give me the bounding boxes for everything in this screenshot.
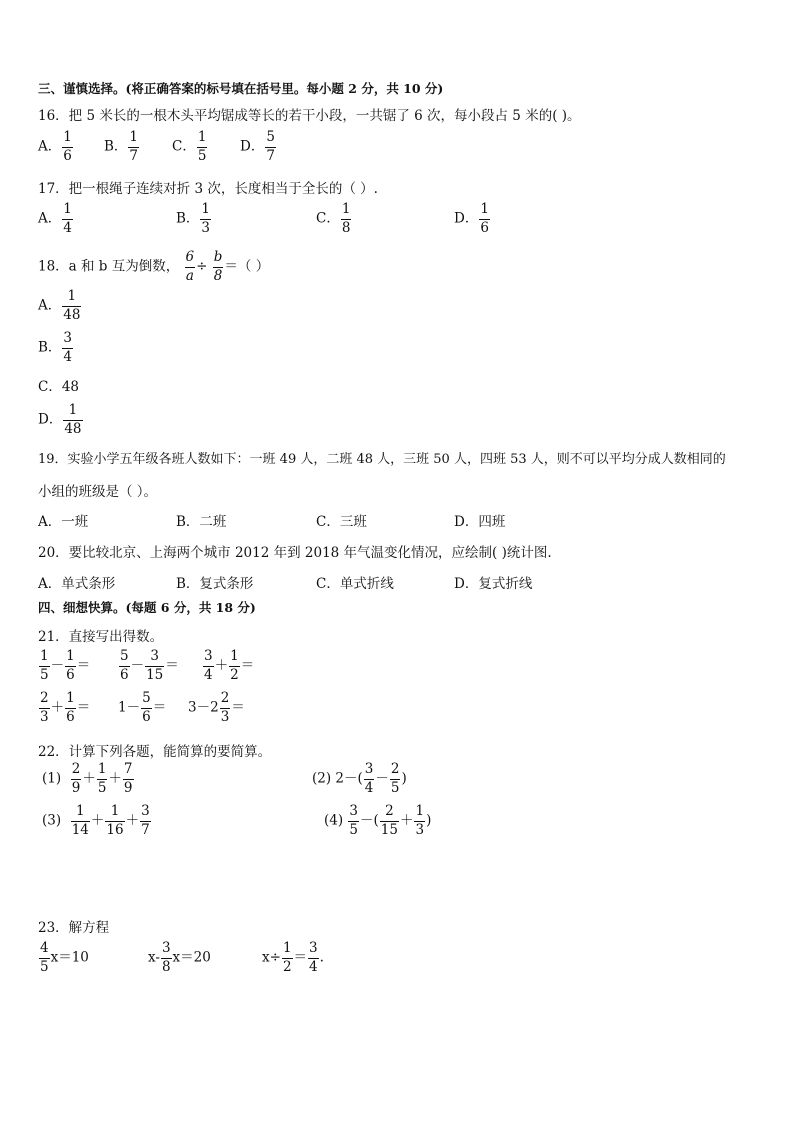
option-a[interactable]: A． $\frac{1}{48}$ <box>38 288 81 323</box>
q23-equation-2: x- $\frac{3}{8}$ x＝20 <box>148 940 211 975</box>
option-a[interactable]: A．单式条形 <box>38 576 116 592</box>
q23-equation-3: x÷ $\frac{1}{2}$ ＝ $\frac{3}{4}$ . <box>262 940 324 975</box>
q21-expression-5: 1－ $\frac{5}{6}$ ＝ <box>118 690 167 725</box>
option-d[interactable]: D． $\frac{5}{7}$ <box>240 129 275 164</box>
question-23-stem: 23．解方程 <box>38 920 110 936</box>
question-19-options <box>38 510 505 530</box>
option-d[interactable]: D．复式折线 <box>454 576 533 592</box>
section-4-title: 四、细想快算。(每题 6 分，共 18 分) <box>38 600 256 615</box>
question-19-line-2: 小组的班级是（ ）。 <box>38 484 158 500</box>
question-21-stem: 21．直接写出得数。 <box>38 629 164 645</box>
q22-problem-1: (1) $\frac{2}{9}$ ＋ $\frac{1}{5}$ ＋ $\frac{7}{9}$ <box>42 761 133 796</box>
option-b[interactable]: B． $\frac{1}{3}$ <box>176 201 211 236</box>
option-a[interactable]: A． $\frac{1}{4}$ <box>38 201 72 236</box>
section-3-title: 三、谨慎选择。(将正确答案的标号填在括号里。每小题 2 分，共 10 分) <box>38 81 444 96</box>
option-d[interactable]: D． $\frac{1}{6}$ <box>454 201 489 236</box>
question-17-options <box>38 203 491 235</box>
q21-expression-4: $\frac{2}{3}$ ＋ $\frac{1}{6}$ ＝ <box>40 690 91 725</box>
question-20-options <box>38 572 532 592</box>
q22-problem-2: (2) 2－( $\frac{3}{4}$ － $\frac{2}{5}$ ) <box>312 761 407 796</box>
question-18-text: 18．a 和 b 互为倒数， <box>38 258 180 275</box>
option-c[interactable]: C． $\frac{1}{5}$ <box>172 129 207 164</box>
q22-problem-3: (3) $\frac{1}{14}$ ＋ $\frac{1}{16}$ ＋ $\frac{3}{7}$ <box>42 803 150 838</box>
question-17-stem: 17．把一根绳子连续对折 3 次，长度相当于全长的（ ）. <box>38 181 378 197</box>
option-b[interactable]: B．二班 <box>176 514 227 530</box>
option-b[interactable]: B．复式条形 <box>176 576 254 592</box>
question-16-options <box>38 131 277 163</box>
option-c[interactable]: C．三班 <box>316 514 367 530</box>
q21-expression-3: $\frac{3}{4}$ ＋ $\frac{1}{2}$ ＝ <box>204 648 255 683</box>
option-a[interactable]: A． $\frac{1}{6}$ <box>38 129 72 164</box>
question-19-line-1: 19．实验小学五年级各班人数如下：一班 49 人，二班 48 人，三班 50 人，四班 53 人，则不可以平均分成人数相同的 <box>38 452 726 467</box>
question-20-stem: 20．要比较北京、上海两个城市 2012 年到 2018 年气温变化情况，应绘制( )统计图. <box>38 545 552 561</box>
option-b[interactable]: B． $\frac{3}{4}$ <box>38 330 73 365</box>
question-16-stem: 16．把 5 米长的一根木头平均锯成等长的若干小段，一共锯了 6 次，每小段占 5 米的( )。 <box>38 108 581 124</box>
option-c[interactable]: C． $\frac{1}{8}$ <box>316 201 351 236</box>
question-22-stem: 22．计算下列各题，能简算的要简算。 <box>38 744 272 760</box>
q21-expression-1: $\frac{1}{5}$ － $\frac{1}{6}$ ＝ <box>40 648 91 683</box>
q21-expression-6: 3－2 $\frac{2}{3}$ ＝ <box>188 690 245 725</box>
option-d[interactable]: D． $\frac{1}{48}$ <box>38 402 82 437</box>
option-c[interactable]: C．48 <box>38 379 80 395</box>
q22-problem-4: (4) $\frac{3}{5}$ －( $\frac{2}{15}$ ＋ $\frac{1}{3}$ ) <box>324 803 432 838</box>
option-a[interactable]: A．一班 <box>38 514 89 530</box>
question-18-stem: 18．a 和 b 互为倒数， $\frac{6}{a}$ ÷ $\frac{b}{8}$ ＝（ ） <box>38 249 270 284</box>
q21-expression-2: $\frac{5}{6}$ － $\frac{3}{15}$ ＝ <box>120 648 179 683</box>
q23-equation-1: $\frac{4}{5}$ x＝10 <box>40 940 89 975</box>
option-d[interactable]: D．四班 <box>454 514 506 530</box>
option-c[interactable]: C．单式折线 <box>316 576 394 592</box>
option-b[interactable]: B． $\frac{1}{7}$ <box>104 129 139 164</box>
